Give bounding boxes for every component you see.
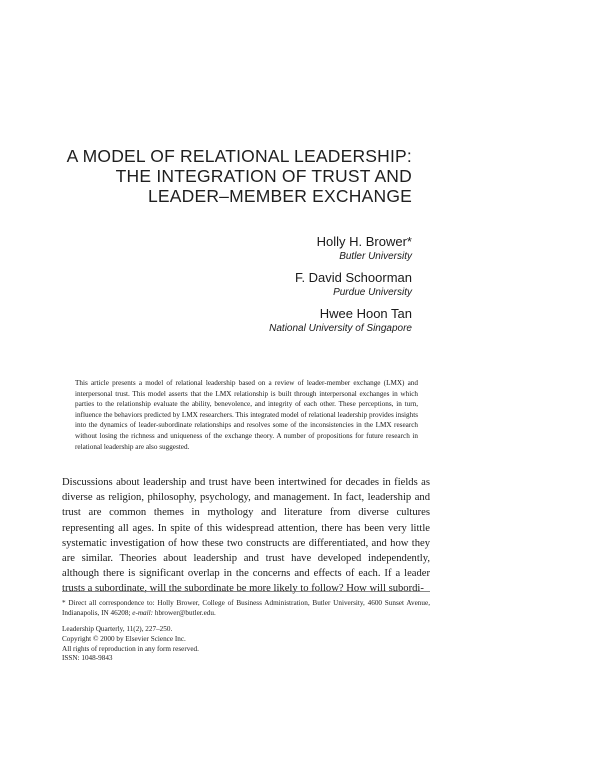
abstract: This article presents a model of relational leadership based on a review of leader-member exchange (LMX) and interpersonal trust. This model asserts that the LMX relationship is built through interpersonal exchanges in which parties to the relationship evaluate the ability, benevolence, and integrity of each other. These perceptions, in turn, influence the behaviors predicted by LMX researchers. This integrated model of relational leadership provides insights into the dynamics of leader-subordinate relationships and resolves some of the inconsistencies in the LMX research without losing the richness and uniqueness of the exchange theory. A number of propositions for future research in relational leadership are also suggested. — [75, 379, 418, 451]
email-label: e-mail: — [132, 609, 154, 618]
email-address: hbrower@butler.edu. — [153, 609, 216, 618]
footnote-divider — [62, 591, 430, 592]
author-name: F. David Schoorman — [294, 270, 412, 285]
author-affiliation: Purdue University — [333, 287, 412, 298]
author-name: Holly H. Brower* — [316, 234, 412, 249]
author-affiliation: National University of Singapore — [269, 323, 412, 334]
rights-line: All rights of reproduction in any form reserved. — [62, 644, 199, 653]
copyright-line: Copyright © 2000 by Elsevier Science Inc. — [62, 634, 186, 643]
issn-line: ISSN: 1048-9843 — [62, 654, 113, 663]
journal-citation: Leadership Quarterly, 11(2), 227–250. — [62, 625, 173, 633]
footnote-text: * Direct all correspondence to: Holly Brower, College of Business Administration, Butler University, 4600 Sunset Avenue, Indianapolis, IN 46208; — [62, 599, 430, 618]
author-list — [269, 234, 412, 342]
journal-info — [62, 625, 362, 664]
paper-title — [67, 146, 412, 206]
title-line-1: A MODEL OF RELATIONAL LEADERSHIP: — [66, 146, 412, 166]
title-line-2: THE INTEGRATION OF TRUST AND — [115, 166, 412, 186]
body-paragraph: Discussions about leadership and trust have been intertwined for decades in fields as diverse as religion, philosophy, psychology, and management. In fact, leadership and trust are common themes in mythology and literature from diverse cultures representing all ages. In spite of this widespread attention, there has been very little systematic investigation of how these two constructs are differentiated, and how they are similar. Theories about leadership and trust have developed independently, although there is significant overlap in the concerns and effects of each. If a leader trusts a subordinate, will the subordinate be more likely to follow? How will subordi- — [62, 477, 430, 595]
correspondence-footnote — [62, 598, 430, 618]
author-affiliation: Butler University — [339, 251, 412, 262]
author-name: Hwee Hoon Tan — [319, 306, 412, 321]
title-line-3: LEADER–MEMBER EXCHANGE — [147, 186, 412, 206]
